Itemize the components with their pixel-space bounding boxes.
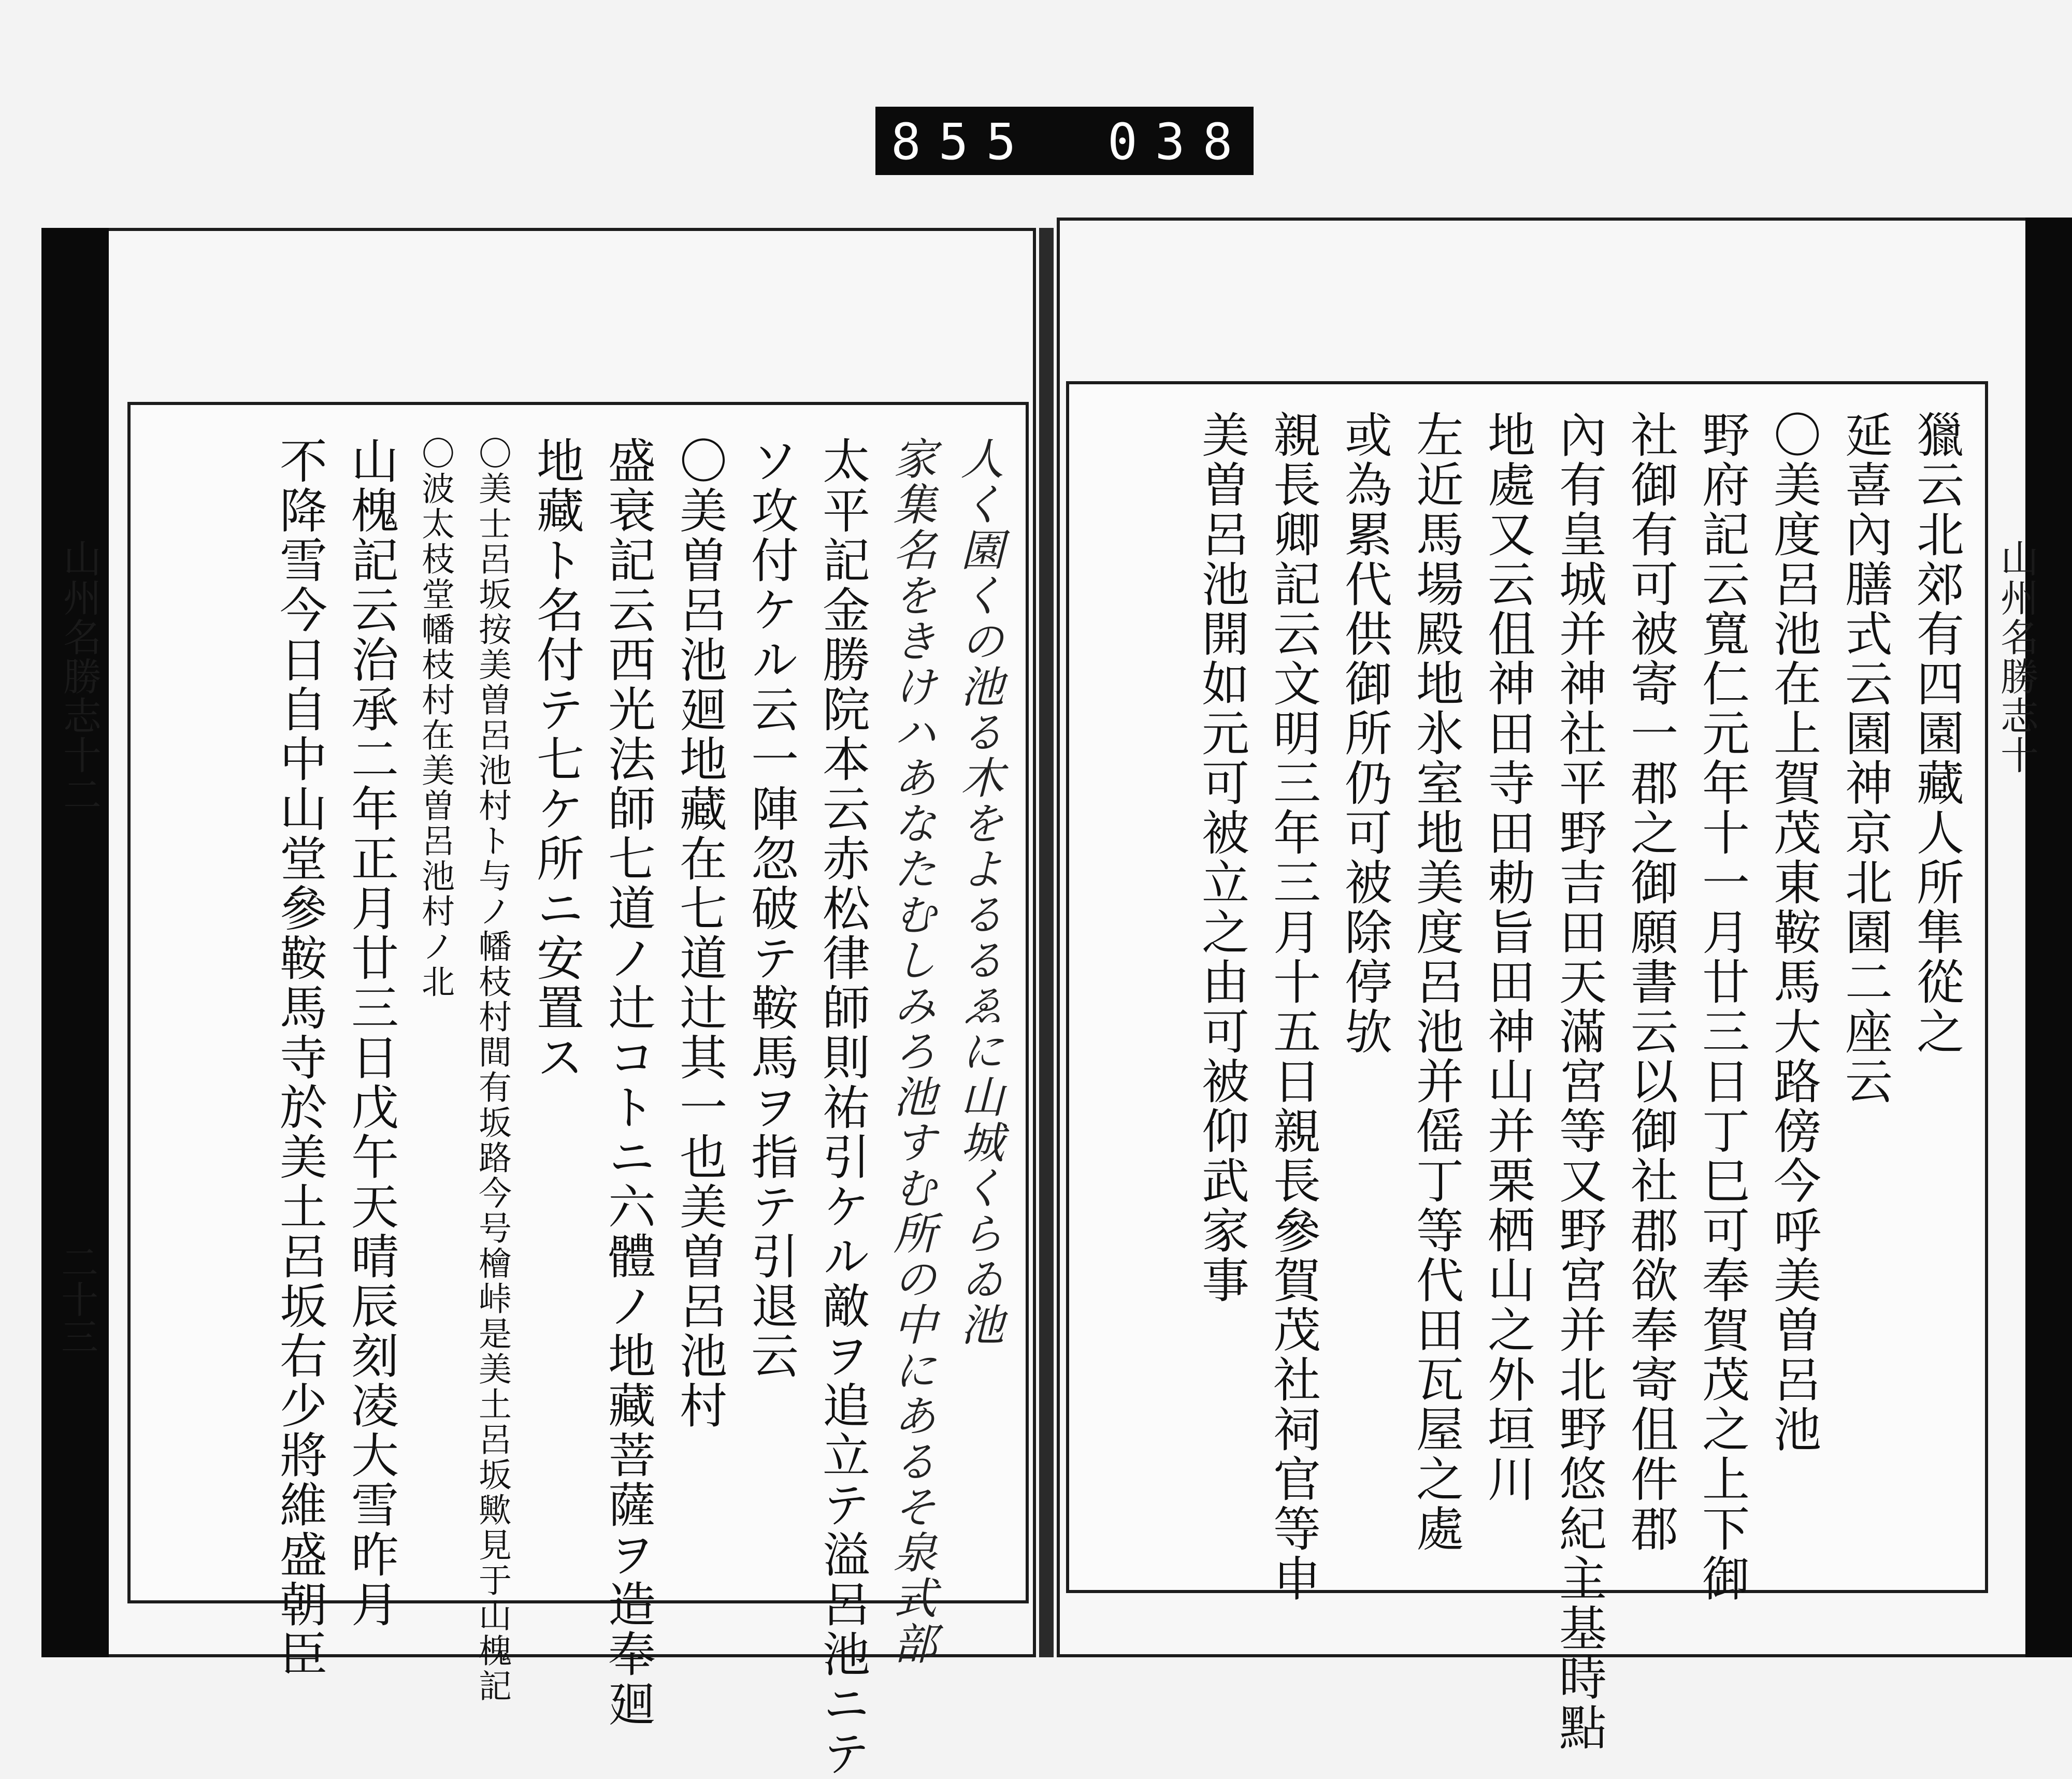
right-margin-title: 山州名勝志十 (1994, 539, 2039, 775)
left-margin-title: 山州名勝志十二 (57, 539, 102, 814)
left-page-text-frame (127, 402, 1029, 1778)
text-column: 地藏ト名付テ七ケ所ニ安置ス (529, 436, 584, 1082)
text-column: 社御有可被寄一郡之御願書云以御社郡欲奉寄伹件郡 (1623, 410, 1678, 1554)
text-column: 獵云北郊有四園藏人所隼從之 (1909, 410, 1964, 1057)
right-book-edge (2025, 218, 2072, 1657)
text-column: 家集名をきけハあなたむしみろ池すむ所の中にあるそ泉式部 (886, 436, 937, 1667)
text-column: 〇美士呂坂按美曽呂池村ト与ノ幡枝村間有坂路今号檜峠是美土呂坂歟見于山槐記 (473, 436, 511, 1704)
text-column: 太平記金勝院本云赤松律師則祐引ケル敵ヲ追立テ溢呂池ニテ (815, 436, 870, 1778)
text-column: 左近馬場殿地氷室地美度呂池并傜丁等代田瓦屋之處 (1408, 410, 1464, 1554)
text-column: 人く園くの池る木をよるるゑに山城くらゐ池 (954, 436, 1004, 1348)
text-column: 或為累代供御所仍可被除停欤 (1337, 410, 1392, 1057)
right-page-columns (1090, 410, 1964, 1753)
label-number-right: 038 (1107, 113, 1250, 171)
left-page (41, 228, 1036, 1778)
text-column: 盛衰記云西光法師七道ノ辻コトニ六體ノ地藏菩薩ヲ造奉廻 (600, 436, 656, 1729)
text-column: 美曽呂池開如元可被立之由可被仰武家事 (1194, 410, 1249, 1305)
text-column: 親長卿記云文明三年三月十五日親長參賀茂社祠官等申 (1265, 410, 1321, 1603)
text-column: 不降雪今日自中山堂參鞍馬寺於美土呂坂右少將維盛朝臣 (272, 436, 327, 1679)
text-column: 延喜內膳式云園神京北園二座云 (1837, 410, 1893, 1106)
page-number: 二十三 (55, 1243, 98, 1355)
text-column: 〇波太枝堂幡枝村在美曽呂池村ノ北 (416, 436, 454, 1000)
text-column: 野府記云寬仁元年十一月廿三日丁巳可奉賀茂之上下御 (1694, 410, 1750, 1603)
text-column: 內有皇城并神社平野吉田天滿宮等又野宮并北野悠紀主基時點 (1551, 410, 1607, 1753)
text-column: 地處又云伹神田寺田勅旨田神山并栗栖山之外垣川 (1480, 410, 1535, 1504)
archive-label (875, 107, 1254, 175)
label-number-left: 855 (891, 113, 1034, 171)
text-column: 〇美度呂池在上賀茂東鞍馬大路傍今呼美曽呂池 (1766, 410, 1821, 1454)
right-page (1057, 218, 2031, 1753)
book-gutter (1039, 228, 1054, 1657)
text-column: 山槐記云治承二年正月廿三日戊午天晴辰刻凌大雪昨月 (343, 436, 399, 1629)
text-column: ソ攻付ケル云一陣忽破テ鞍馬ヲ指テ引退云 (743, 436, 799, 1381)
right-page-text-frame (1066, 381, 1988, 1753)
text-column: 〇美曽呂池廻地藏在七道辻其一也美曽呂池村 (672, 436, 727, 1430)
left-page-columns (162, 436, 1004, 1778)
